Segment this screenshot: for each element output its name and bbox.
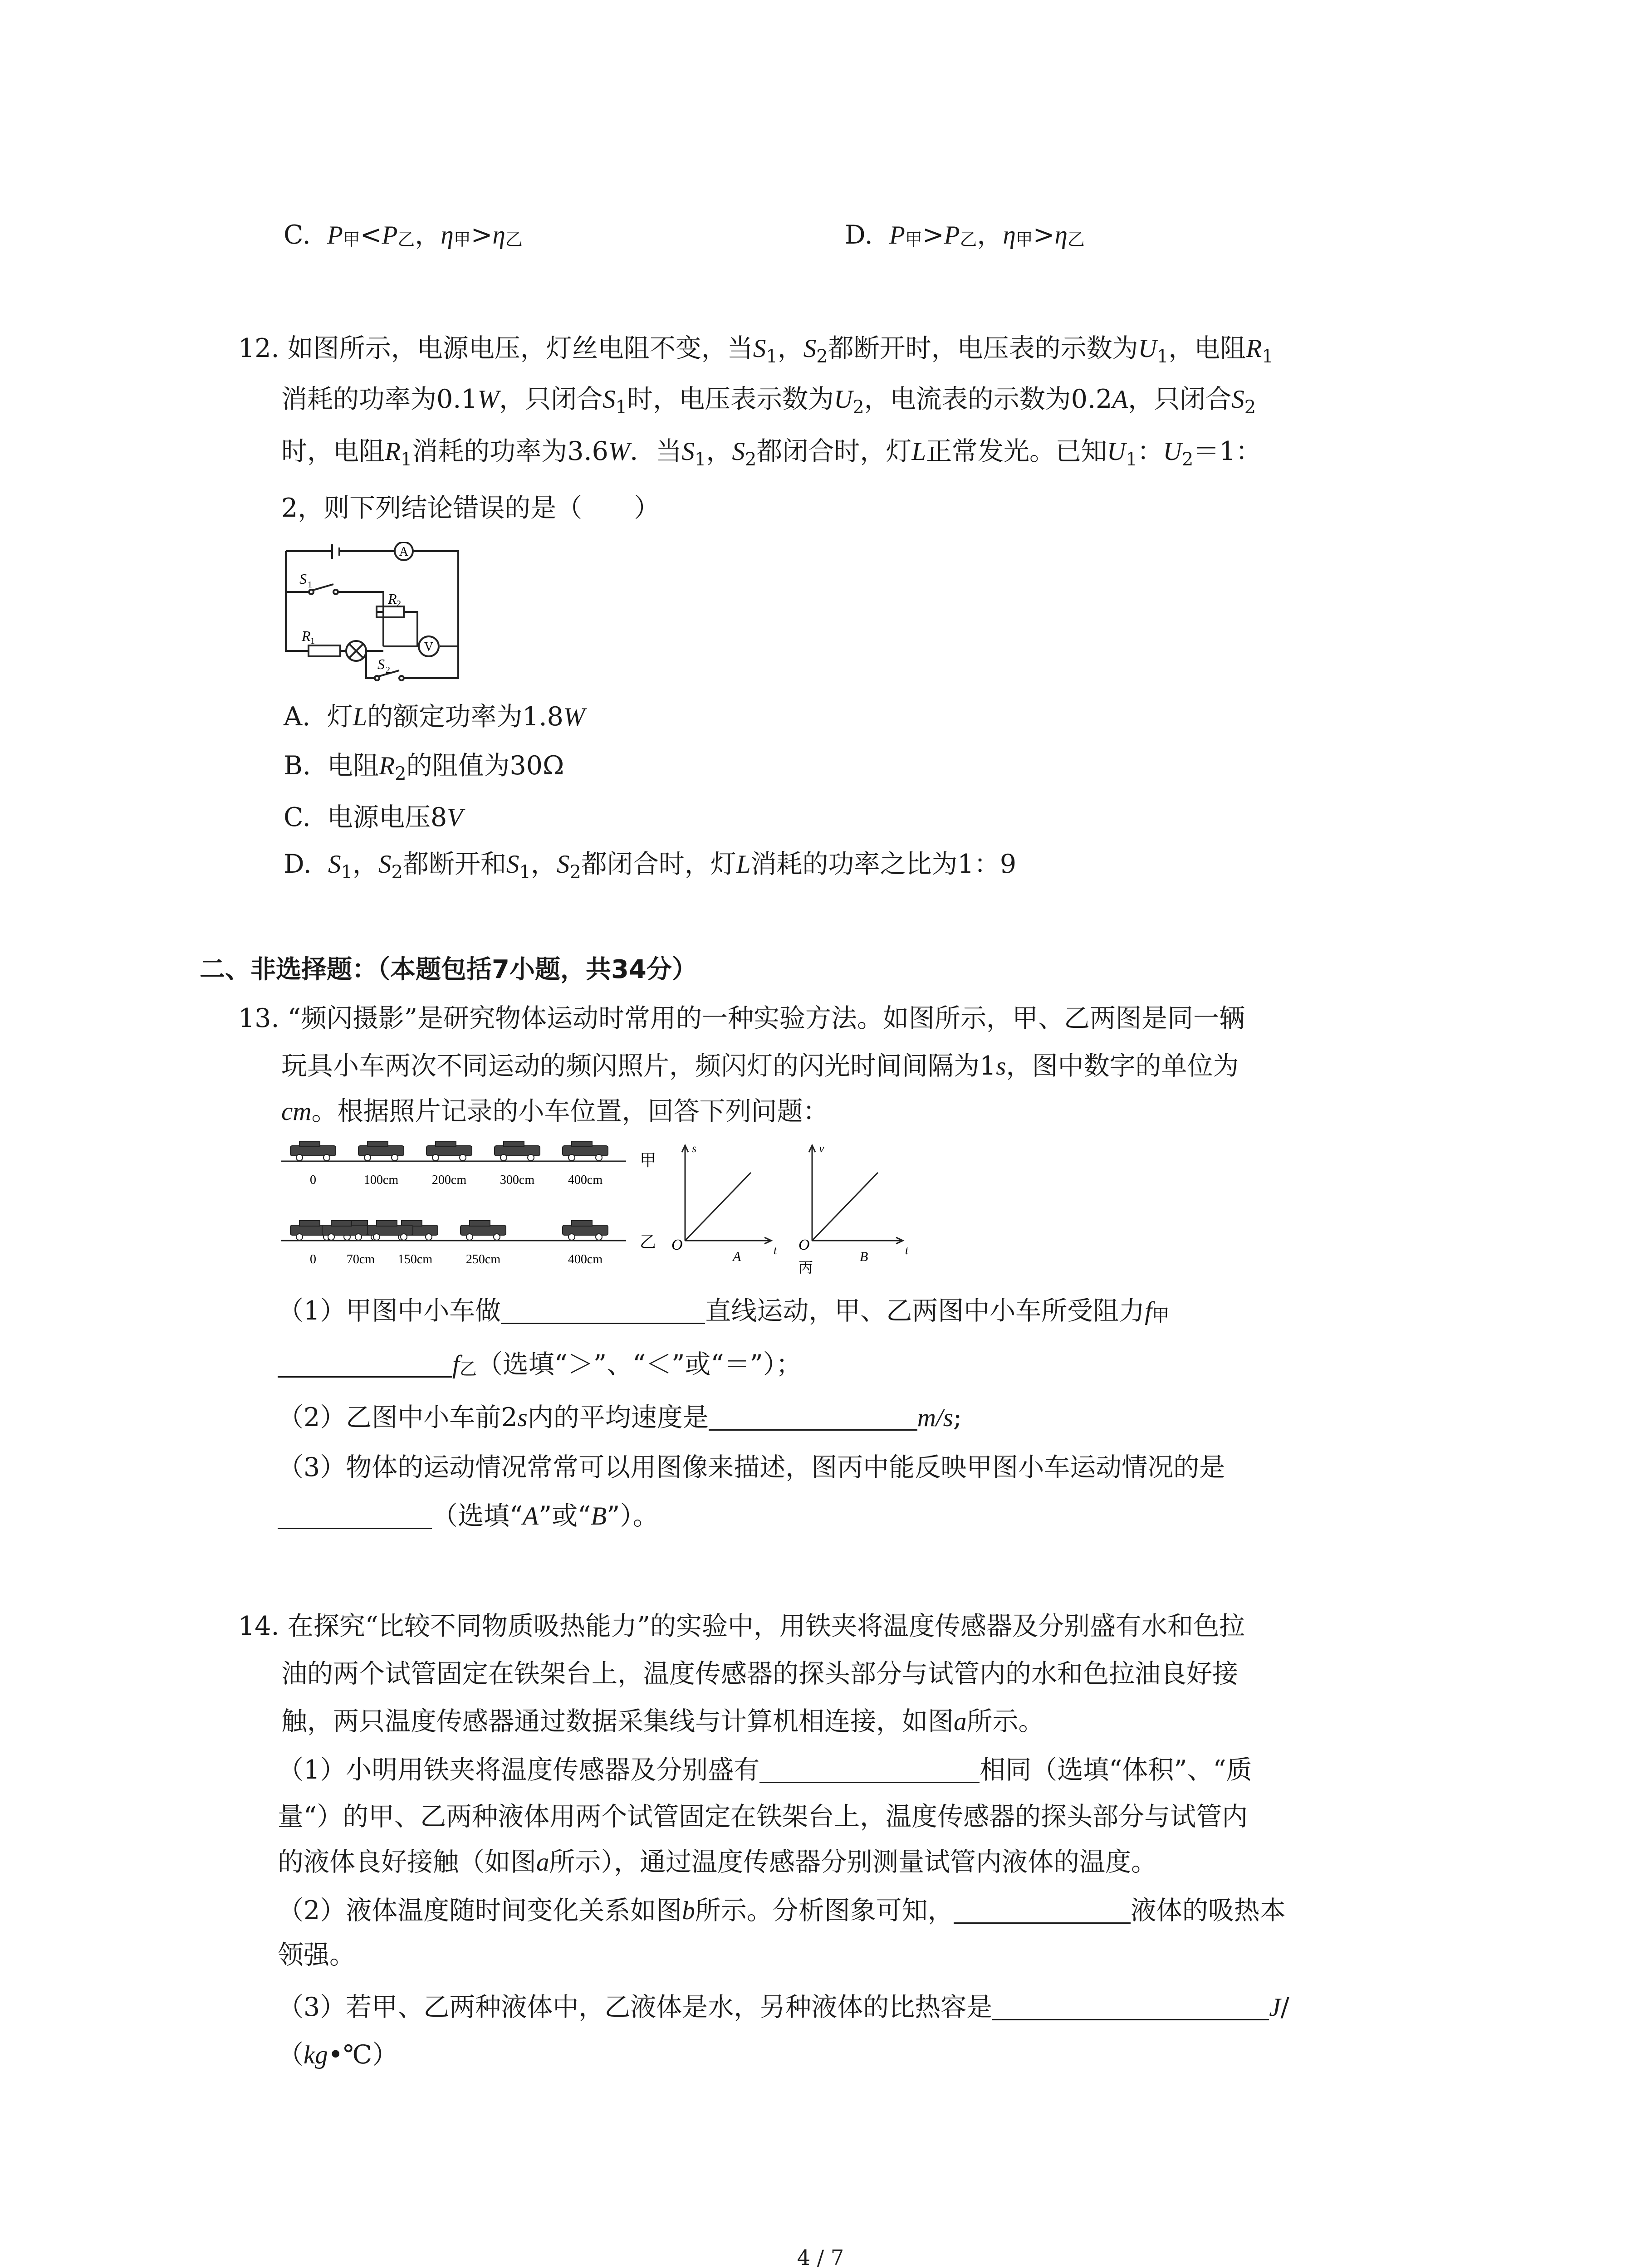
yi-tick-0: 0 (310, 1252, 316, 1266)
r1-sub: 1 (310, 636, 315, 646)
q13-line-2: 玩具小车两次不同运动的频闪照片，频闪灯的闪光时间间隔为1s，图中数字的单位为 (281, 1051, 1239, 1081)
q14-blank-1[interactable] (759, 1756, 980, 1783)
yi-car-4 (563, 1221, 608, 1240)
q14-line-3: 触，两只温度传感器通过数据采集线与计算机相连接，如图a所示。 (281, 1706, 1044, 1736)
graph-a (682, 1145, 771, 1244)
jia-tick-3: 300cm (500, 1173, 535, 1187)
s1-sub: 1 (308, 580, 312, 590)
q14-blank-3[interactable] (992, 1994, 1269, 2020)
r1-label: R (302, 628, 311, 644)
q12-option-b: B. 电阻$R_2$的阻值为30Ω (284, 751, 564, 784)
q12-option-a: A. 灯L的额定功率为1.8W (284, 702, 585, 732)
q12-line-2: 消耗的功率为0.1W，只闭合$S_1$时，电压表示数为$U_2$，电流表的示数为0.2A，只闭合$S_2$ (281, 384, 1256, 418)
q13-part-2: （2）乙图中小车前2s内的平均速度是 m/s; (278, 1403, 962, 1432)
q12-option-d: D. $S_1$，$S_2$都断开和$S_1$，$S_2$都闭合时，灯L消耗的功率之比为1：9 (284, 849, 1017, 883)
graph-b (809, 1145, 903, 1244)
jia-tick-2: 200cm (431, 1173, 467, 1187)
jia-tick-0: 0 (310, 1173, 316, 1187)
q13-part-1-line-2: f乙（选填“＞”、“＜”或“＝”）； (278, 1346, 802, 1387)
r2-sub: 2 (397, 599, 401, 609)
q14-line-2: 油的两个试管固定在铁架台上，温度传感器的探头部分与试管内的水和色拉油良好接 (281, 1659, 1238, 1689)
yi-tick-2: 150cm (397, 1252, 433, 1266)
q13-strobe-figure (277, 1139, 948, 1284)
q14-part-1-line-1: （1）小明用铁夹将温度传感器及分别盛有 相同（选填“体积”、“质 (278, 1755, 1252, 1785)
q12-line-4: 2，则下列结论错误的是（ ） (281, 493, 660, 523)
q13-line-1: 13. “频闪摄影”是研究物体运动时常用的一种实验方法。如图所示，甲、乙两图是同一辆 (238, 1003, 1245, 1033)
q13-part-1-line-1: （1）甲图中小车做 直线运动，甲、乙两图中小车所受阻力f甲 (278, 1296, 1170, 1326)
bing-label: 丙 (798, 1259, 813, 1276)
jia-tick-1: 100cm (363, 1173, 399, 1187)
graph-a-origin: O (671, 1237, 683, 1253)
graph-b-y-axis-label: v (819, 1142, 824, 1155)
q14-part-2-line-1: （2）液体温度随时间变化关系如图b所示。分析图象可知， 液体的吸热本 (278, 1896, 1286, 1926)
r2-label: R (388, 591, 397, 607)
q14-part-3-line-1: （3）若甲、乙两种液体中，乙液体是水，另种液体的比热容是 J/ (278, 1992, 1289, 2022)
q12-circuit-diagram (272, 542, 467, 696)
q13-blank-4[interactable] (278, 1502, 432, 1529)
q12-line-1: 12. 如图所示，电源电压，灯丝电阻不变，当$S_1$，$S_2$都断开时，电压表的示数为$U_1$，电阻$R_1$ (238, 333, 1274, 367)
q14-part-1-line-3: 的液体良好接触（如图a所示），通过温度传感器分别测量试管内液体的温度。 (278, 1847, 1157, 1877)
q11-option-d: D. P甲>P乙，η甲>η乙 (845, 220, 1085, 250)
graph-a-x-axis-label: t (774, 1244, 777, 1257)
yi-label: 乙 (640, 1233, 656, 1251)
yi-tick-4: 400cm (568, 1252, 603, 1266)
page-number: 4 / 7 (797, 2245, 844, 2268)
voltmeter-label: V (424, 640, 434, 654)
q13-part-3-line-1: （3）物体的运动情况常常可以用图像来描述，图丙中能反映甲图小车运动情况的是 (278, 1452, 1225, 1482)
graph-a-label: A (733, 1249, 741, 1264)
jia-car-3 (495, 1141, 540, 1161)
yi-car-3 (460, 1221, 506, 1240)
graph-a-y-axis-label: s (692, 1142, 697, 1155)
graph-b-origin: O (798, 1237, 810, 1253)
q14-part-1-line-2: 量“）的甲、乙两种液体用两个试管固定在铁架台上，温度传感器的探头部分与试管内 (278, 1802, 1248, 1832)
jia-tick-4: 400cm (568, 1173, 603, 1187)
s1-label: S (299, 571, 307, 587)
s2-sub: 2 (386, 665, 390, 675)
jia-car-1 (358, 1141, 404, 1161)
q13-blank-2[interactable] (278, 1351, 452, 1378)
q14-part-3-line-2: （kg•℃） (278, 2040, 398, 2070)
q14-blank-2[interactable] (954, 1897, 1131, 1924)
yi-tick-1: 70cm (346, 1252, 375, 1266)
q13-blank-1[interactable] (501, 1297, 705, 1324)
ammeter-label: A (399, 545, 409, 559)
q14-line-1: 14. 在探究“比较不同物质吸热能力”的实验中，用铁夹将温度传感器及分别盛有水和色拉 (238, 1611, 1245, 1641)
section-2-heading: 二、非选择题：（本题包括7小题，共34分） (200, 955, 697, 984)
s2-label: S (377, 656, 385, 672)
q12-option-c: C. 电源电压8V (284, 802, 463, 832)
q13-line-3: cm。根据照片记录的小车位置，回答下列问题： (281, 1096, 829, 1126)
jia-car-2 (426, 1141, 472, 1161)
jia-car-4 (563, 1141, 608, 1161)
q13-part-3-line-2: （选填“A”或“B”）。 (278, 1498, 659, 1535)
yi-tick-3: 250cm (465, 1252, 501, 1266)
jia-car-0 (290, 1141, 336, 1161)
graph-b-x-axis-label: t (905, 1244, 909, 1257)
graph-b-label: B (860, 1249, 868, 1264)
jia-label: 甲 (640, 1151, 656, 1169)
q14-part-2-line-2: 领强。 (278, 1940, 355, 1970)
q12-line-3: 时，电阻$R_1$消耗的功率为3.6W．当$S_1$，$S_2$都闭合时，灯L正常发光。已知$U_1$：$U_2=1$： (281, 436, 1262, 470)
q11-option-c: C. P甲<P乙，η甲>η乙 (284, 220, 523, 250)
q13-blank-3[interactable] (709, 1404, 917, 1431)
